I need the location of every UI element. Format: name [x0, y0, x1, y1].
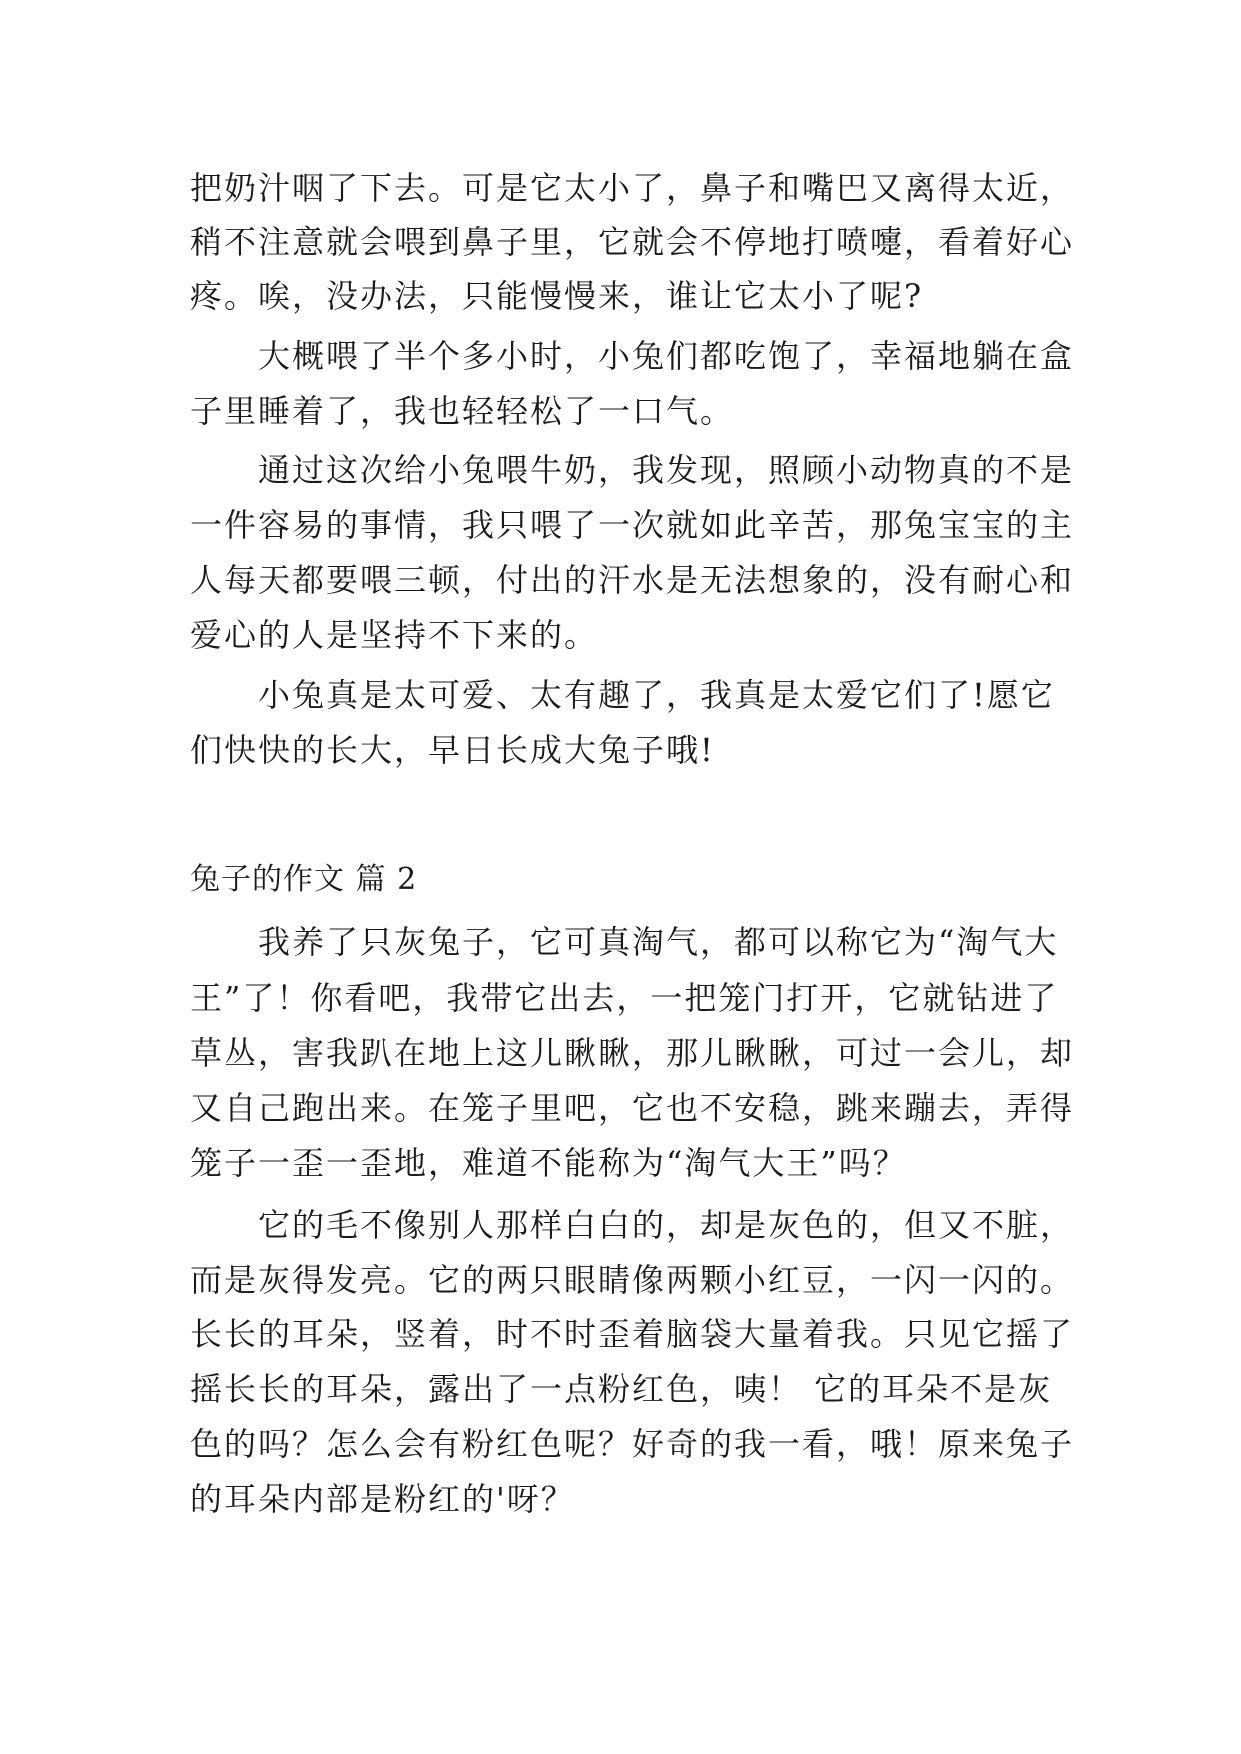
paragraph-line: 笼子一歪一歪地，难道不能称为“淘气大王”吗？: [190, 1144, 907, 1182]
paragraph-line: 王”了！你看吧，我带它出去，一把笼门打开，它就钻进了: [190, 979, 1059, 1017]
paragraph-line: 把奶汁咽了下去。可是它太小了，鼻子和嘴巴又离得太近，: [190, 169, 1075, 207]
paragraph-line: 我养了只灰兔子，它可真淘气，都可以称它为“淘气大: [258, 923, 1059, 961]
paragraph-line: 草丛，害我趴在地上这儿瞅瞅，那儿瞅瞅，可过一会儿，却: [190, 1034, 1075, 1072]
paragraph-line: 小兔真是太可爱、太有趣了，我真是太爱它们了!愿它: [258, 676, 1055, 714]
paragraph-line: 色的吗？怎么会有粉红色呢？好奇的我一看，哦！原来兔子: [190, 1425, 1075, 1463]
paragraph-line: 们快快的长大，早日长成大兔子哦!: [190, 731, 715, 769]
paragraph-line: 一件容易的事情，我只喂了一次就如此辛苦，那兔宝宝的主: [190, 506, 1075, 544]
paragraph-line: 稍不注意就会喂到鼻子里，它就会不停地打喷嚏，看着好心: [190, 223, 1075, 261]
paragraph-line: 的耳朵内部是粉红的'呀？: [190, 1480, 575, 1518]
paragraph-line: 大概喂了半个多小时，小兔们都吃饱了，幸福地躺在盒: [258, 337, 1075, 375]
paragraph-line: 疼。唉，没办法，只能慢慢来，谁让它太小了呢?: [190, 277, 924, 315]
paragraph-line: 而是灰得发亮。它的两只眼睛像两颗小红豆，一闪一闪的。: [190, 1261, 1075, 1299]
paragraph-line: 爱心的人是坚持不下来的。: [190, 616, 599, 654]
paragraph-line: 它的毛不像别人那样白白的，却是灰色的，但又不脏，: [258, 1206, 1075, 1244]
paragraph-line: 又自己跑出来。在笼子里吧，它也不安稳，跳来蹦去，弄得: [190, 1089, 1075, 1127]
paragraph-line: 通过这次给小兔喂牛奶，我发现，照顾小动物真的不是: [258, 451, 1075, 489]
paragraph-line: 长长的耳朵，竖着，时不时歪着脑袋大量着我。只见它摇了: [190, 1315, 1075, 1353]
paragraph-line: 人每天都要喂三顿，付出的汗水是无法想象的，没有耐心和: [190, 561, 1075, 599]
paragraph-line: 子里睡着了，我也轻轻松了一口气。: [190, 392, 735, 430]
paragraph-line: 摇长长的耳朵，露出了一点粉红色，咦！ 它的耳朵不是灰: [190, 1370, 1053, 1408]
section-title: 兔子的作文 篇 2: [190, 862, 418, 897]
